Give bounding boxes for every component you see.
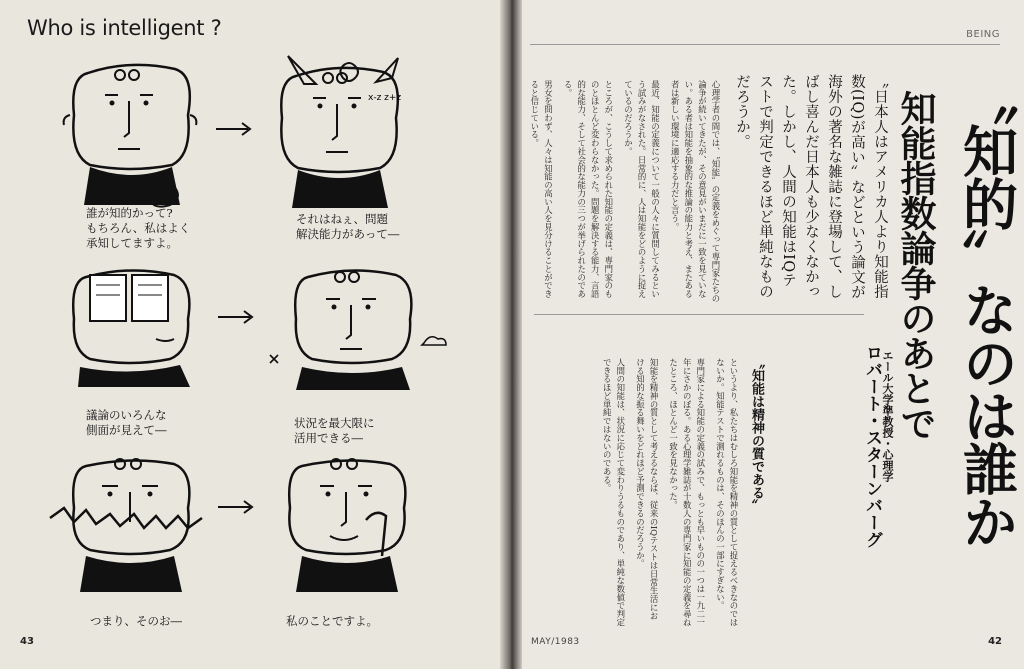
body-paragraph: というより、私たちはむしろ知能を精神の質として捉えるべきなのではないか。知能テストで測れるものは、そのほんの一部にすぎない。 [715,358,739,627]
article-title: 〝知的〟なのは誰か [954,70,1018,547]
body-paragraph: 人間の知能は、状況に応じて変わりうるものであり、単純な数値で判定できるほど単純ではないのである。 [602,358,626,627]
caption-5: つまり、そのお― [90,614,182,628]
section-heading: 〝知能は精神の質である〟 [749,356,764,512]
panel-3-illustration [60,255,210,395]
panel-6-illustration [266,452,426,602]
comic-title: Who is intelligent ? [27,16,222,40]
caption-1: 誰が知的かって? もちろん、私はよく 承知してますよ。 [86,206,191,250]
header-rule [530,44,1000,45]
article-subtitle: 知能指数論争のあとで [895,90,936,440]
body-paragraph: 専門家による知能の定義の試みで、もっとも早いものの一つは一九二一年にさかのぼる。ある心理学雑誌が十数人の専門家に知能の定義を尋ねたところ、ほとんど一致を見なかった。 [668,358,706,627]
caption-4: 状況を最大限に 活用できる― [294,416,375,445]
column-rule [534,314,864,315]
panel-2-illustration [268,48,428,218]
page-number-left: 43 [20,636,34,647]
lead-paragraph: 〝日本人はアメリカ人より知能指数(IQ)が高い〟などという論文が海外の著名な雑誌に登場して、しばし喜んだ日本人も少なくなかった。しかし、人間の知能はIQテストで判定できるほど単純なものだろうか。 [734,74,888,300]
panel-5-illustration [46,452,216,602]
panel-4-illustration [262,255,452,400]
caption-3: 議論のいろんな 側面が見えて― [86,408,167,437]
author-affiliation: エール大学準教授・心理学 [881,350,894,482]
svg-text:x-z z+z: x-z z+z [368,93,402,103]
body-paragraph: 最近、知能の定義について一般の人々に質問してみるという試みがなされた。日常的に、人は知能をどのように捉えているのだろうか。 [623,80,661,299]
left-page [0,0,508,669]
page-number-right: 42 [988,636,1002,647]
book-gutter [500,0,522,669]
issue-date: MAY/1983 [531,637,580,647]
arrow-icon [214,122,254,136]
body-paragraph: 心理学者の間では、〝知能〟の定義をめぐって専門家たちの論争が続いてきたが、その意見がいまだに一致を見ていない。ある者は知能を抽象的な推論の能力と考え、またある者は新しい環境に適応する力だと言う。 [670,80,721,303]
panel-1-illustration [60,55,205,215]
section-label: BEING [966,29,1000,40]
caption-6: 私のことですよ。 [286,614,378,628]
arrow-icon [216,310,256,324]
body-paragraph: 知能を精神の質として考えるならば、従来のIQテストは日常生活における知的な振る舞いをどれほど予測できるのだろうか。 [635,358,660,620]
body-text-bottom [536,358,740,628]
author-name: ロバート・スターンバーグ [862,344,882,548]
body-paragraph: 男女を問わず、人々は知能の高い人を見分けることができると信じている。 [529,80,554,299]
body-text-top [529,80,722,306]
caption-2: それはねぇ、問題 解決能力があって― [296,212,400,241]
body-paragraph: ところが、こうして求められた知能の定義は、専門家のものとほとんど変わらなかった。問題を解決する能力、言語的な能力、そして社会的な能力の三つが挙げられたのである。 [563,80,614,299]
arrow-icon [216,500,256,514]
